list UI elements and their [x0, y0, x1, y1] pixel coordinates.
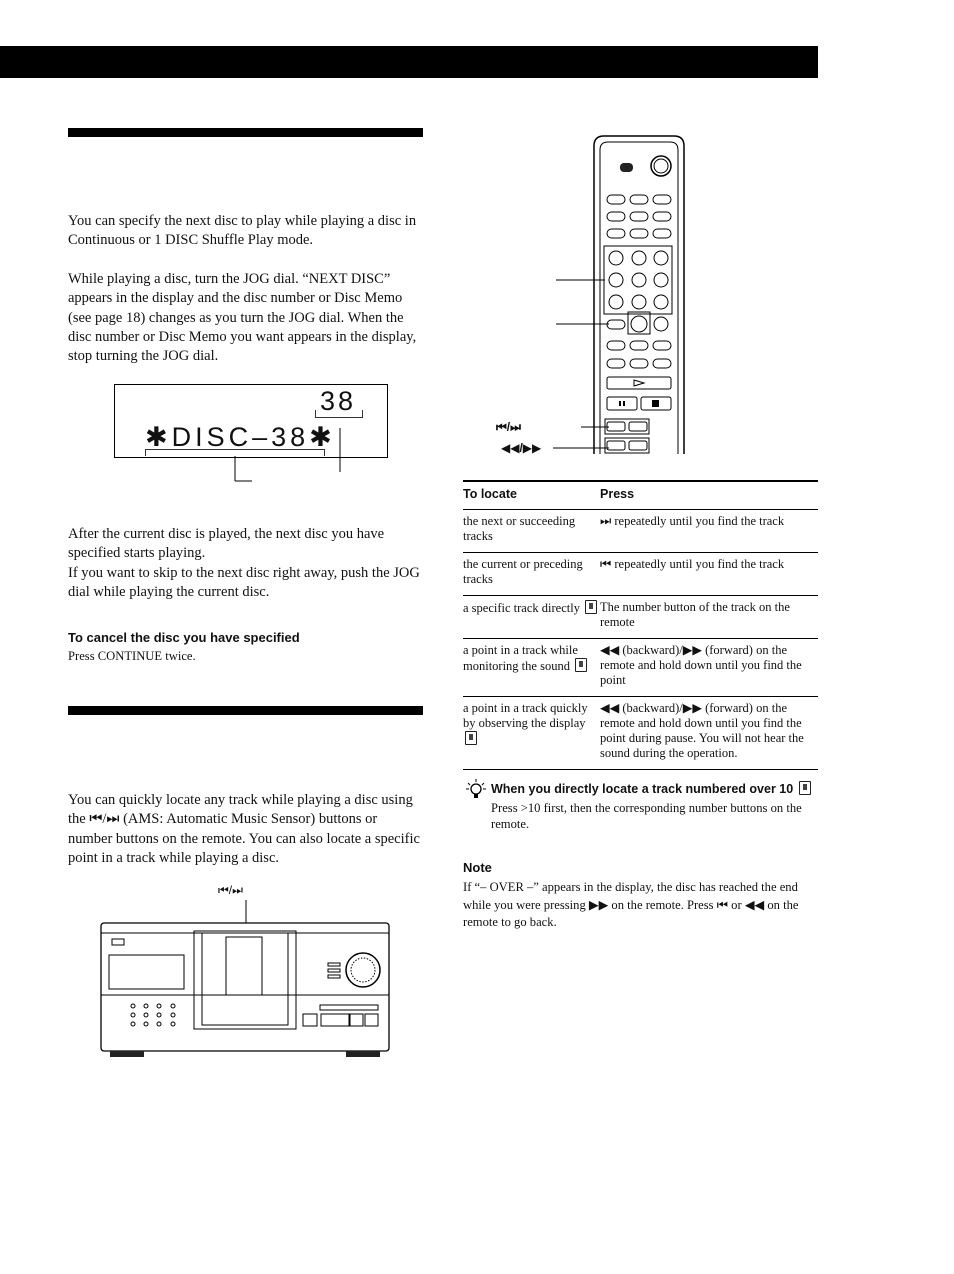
table-cell [463, 639, 600, 697]
table-cell: ⏮ repeatedly until you find the track [600, 553, 818, 596]
cell-text: a point in a track quickly by observing the display [463, 701, 588, 730]
tip-text: Press >10 first, then the corresponding number buttons on the remote. [491, 801, 802, 831]
table-row [463, 553, 818, 596]
cancel-heading: To cancel the disc you have specified [68, 630, 300, 645]
remote-search-label: ◀◀/▶▶ [501, 441, 542, 455]
cell-text: a specific track directly [463, 601, 580, 615]
section-rule [68, 706, 423, 715]
table-header-row [463, 482, 818, 510]
table-row [463, 697, 818, 770]
locate-table [463, 482, 818, 770]
table-cell: ⏭ repeatedly until you find the track [600, 510, 818, 553]
tip-heading [491, 781, 811, 796]
display-disc-text: ✱DISC–38✱ [145, 422, 336, 452]
header-bar [0, 46, 818, 78]
paragraph: While playing a disc, turn the JOG dial. “NEXT DISC” appears in the display and the disc number or Disc Memo (see page 18) changes as you turn the JOG dial. When the disc number or Disc Memo you want appears in the display, stop turning the JOG dial. [68, 270, 417, 365]
remote-ams-label: ⏮/⏭ [496, 420, 521, 434]
section1-text-2 [68, 525, 424, 603]
paragraph: You can quickly locate any track while playing a disc using the ⏮/⏭ (AMS: Automatic Music Sensor) buttons or number buttons on the remote. You can also locate a specific point in a track while playing a disc. [68, 792, 420, 867]
locate-table-wrap [463, 480, 818, 770]
table-cell [463, 697, 600, 770]
section2-text [68, 791, 424, 869]
table-row [463, 596, 818, 639]
table-cell: ◀◀ (backward)/▶▶ (forward) on the remote and hold down until you find the point during pause. You will not hear the sound during the operation. [600, 697, 818, 770]
callout-lines [200, 400, 380, 490]
remote-icon [465, 731, 477, 745]
table-row [463, 510, 818, 553]
section-rule [68, 128, 423, 137]
paragraph: You can specify the next disc to play while playing a disc in Continuous or 1 DISC Shuffle Play mode. [68, 213, 417, 249]
table-cell: the next or succeeding tracks [463, 510, 600, 553]
table-cell: The number button of the track on the remote [600, 596, 818, 639]
note-heading: Note [463, 860, 492, 875]
table-cell: the current or preceding tracks [463, 553, 600, 596]
remote-icon [585, 600, 597, 614]
paragraph: After the current disc is played, the next disc you have specified starts playing. [68, 526, 385, 562]
display-disc-number: 38 [320, 386, 357, 416]
remote-icon [575, 658, 587, 672]
table-header: To locate [463, 482, 600, 510]
section1-text [68, 212, 424, 367]
cancel-text: Press CONTINUE twice. [68, 649, 196, 663]
player-ams-label: ⏮/⏭ [218, 883, 243, 897]
remote-icon [799, 781, 811, 795]
cell-text: a point in a track while monitoring the sound [463, 643, 578, 673]
remote-callout-lines [553, 270, 613, 460]
paragraph: If you want to skip to the next disc right away, push the JOG dial while playing the current disc. [68, 564, 420, 601]
table-row [463, 639, 818, 697]
table-cell [463, 596, 600, 639]
note-text: If “– OVER –” appears in the display, the disc has reached the end while you were pressing ▶▶ on the remote. Press ⏮ or ◀◀ on the remote to go back. [463, 880, 799, 929]
lightbulb-icon [466, 778, 486, 802]
tip-heading-text: When you directly locate a track numbered over 10 [491, 782, 794, 796]
table-header: Press [600, 482, 818, 510]
table-cell: ◀◀ (backward)/▶▶ (forward) on the remote and hold down until you find the point [600, 639, 818, 697]
cd-player-illustration [98, 895, 394, 1061]
